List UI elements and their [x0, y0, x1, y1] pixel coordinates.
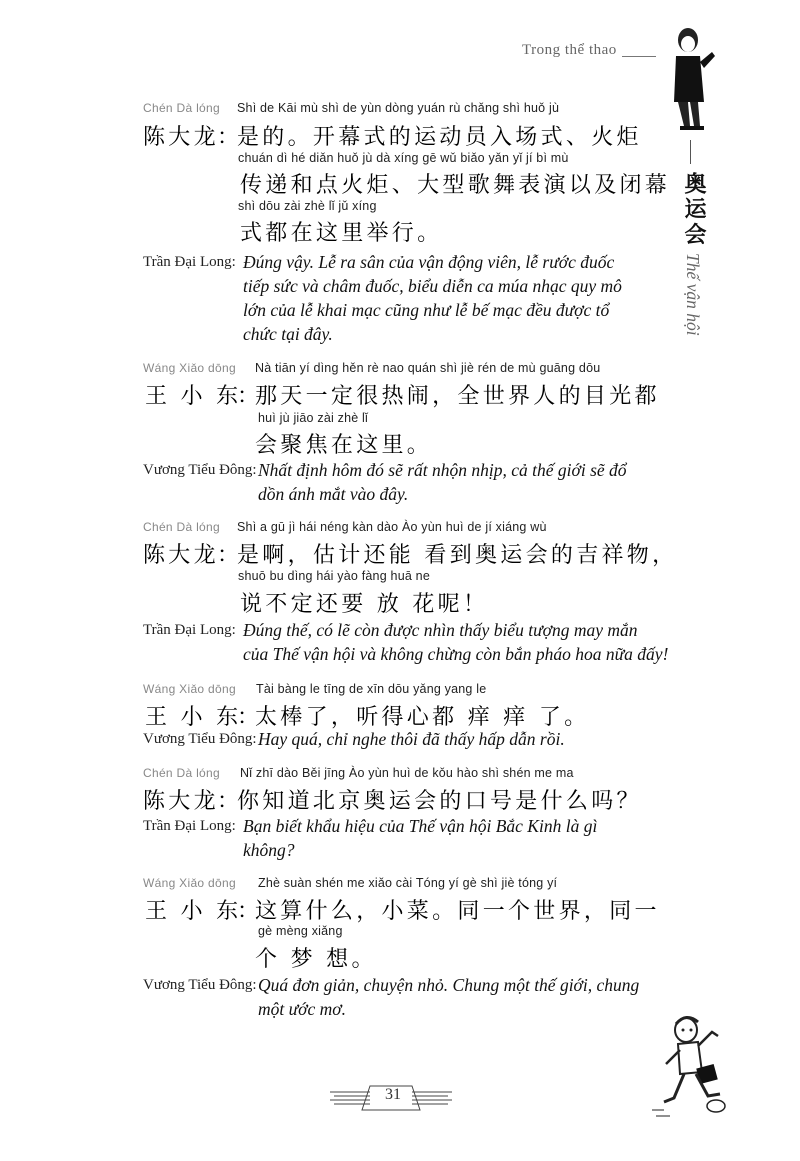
chinese-line: 式都在这里举行。: [240, 221, 443, 246]
speaker-zh: 王 小 东: [145, 899, 242, 924]
colon: ：: [237, 899, 263, 924]
speaker-vi: Vương Tiểu Đông:: [143, 731, 257, 747]
colon: ：: [237, 384, 263, 409]
colon: ：: [217, 789, 243, 814]
speaker-zh: 王 小 东: [145, 705, 242, 730]
pinyin-line: gè mèng xiǎng: [258, 924, 343, 938]
speaker-vi: Trần Đại Long:: [143, 254, 236, 270]
header-rule: [622, 56, 656, 57]
side-chapter-label: [680, 172, 704, 336]
vietnamese-line: của Thế vận hội và không chừng còn bắn pháo hoa nữa đấy!: [243, 644, 669, 664]
pinyin-line: chuán dì hé diǎn huǒ jù dà xíng gē wǔ biǎo yǎn yǐ jí bì mù: [238, 151, 569, 165]
side-rule: [690, 140, 691, 164]
vietnamese-line: lớn của lễ khai mạc cũng như lễ bế mạc đều được tổ: [243, 300, 610, 320]
vietnamese-line: Quá đơn giản, chuyện nhỏ. Chung một thế giới, chung: [258, 975, 640, 995]
chinese-line: 说不定还要 放 花呢！: [240, 592, 489, 617]
speaker-zh: 陈大龙: [143, 543, 219, 568]
pinyin-line: Zhè suàn shén me xiǎo cài Tóng yí gè shì jiè tóng yí: [258, 876, 558, 890]
pinyin-line: Tài bàng le tīng de xīn dōu yǎng yang le: [256, 682, 487, 696]
speaker-pinyin: Wáng Xiǎo dōng: [143, 361, 236, 375]
vietnamese-line: Đúng thế, có lẽ còn được nhìn thấy biểu tượng may mắn: [243, 620, 638, 640]
pinyin-line: huì jù jiāo zài zhè lǐ: [258, 411, 369, 425]
vietnamese-line: tiếp sức và châm đuốc, biểu diễn ca múa nhạc quy mô: [243, 276, 622, 296]
section-title: Trong thể thao: [522, 42, 617, 58]
colon: ：: [217, 125, 243, 150]
vietnamese-line: Bạn biết khẩu hiệu của Thế vận hội Bắc Kinh là gì: [243, 816, 598, 836]
pinyin-line: shuō bu dìng hái yào fàng huā ne: [238, 569, 430, 583]
speaker-vi: Trần Đại Long:: [143, 818, 236, 834]
chinese-line: 这算什么，小菜。同一个世界，同一: [255, 899, 660, 924]
chinese-line: 你知道北京奥运会的口号是什么吗？: [237, 789, 642, 814]
speaker-zh: 陈大龙: [143, 789, 219, 814]
pinyin-line: shì dōu zài zhè lǐ jǔ xíng: [238, 199, 377, 213]
pinyin-line: Nà tiān yí dìng hěn rè nao quán shì jiè rén de mù guāng dōu: [255, 361, 601, 375]
chinese-line: 是啊，估计还能 看到奥运会的吉祥物，: [237, 543, 678, 568]
side-chapter-vi: Thế vận hội: [683, 253, 703, 336]
speaker-pinyin: Chén Dà lóng: [143, 766, 220, 780]
speaker-vi: Vương Tiểu Đông:: [143, 977, 257, 993]
speaker-pinyin: Chén Dà lóng: [143, 101, 220, 115]
speaker-pinyin: Wáng Xiǎo dōng: [143, 682, 236, 696]
vietnamese-line: Nhất định hôm đó sẽ rất nhộn nhịp, cả thế giới sẽ đổ: [258, 460, 627, 480]
page-number: 31: [385, 1086, 401, 1103]
standing-figure-illustration: [660, 22, 720, 132]
vietnamese-line: chức tại đây.: [243, 324, 333, 344]
vietnamese-line: không?: [243, 840, 295, 860]
running-figure-illustration: [650, 1010, 730, 1120]
chinese-line: 太棒了，听得心都 痒 痒 了。: [255, 705, 590, 730]
speaker-vi: Vương Tiểu Đông:: [143, 462, 257, 478]
speaker-zh: 王 小 东: [145, 384, 242, 409]
chinese-line: 是的。开幕式的运动员入场式、火炬: [237, 125, 642, 150]
vietnamese-line: Đúng vậy. Lễ ra sân của vận động viên, lễ rước đuốc: [243, 252, 615, 272]
colon: ：: [217, 543, 243, 568]
speaker-pinyin: Wáng Xiǎo dōng: [143, 876, 236, 890]
pinyin-line: Shì de Kāi mù shì de yùn dòng yuán rù chǎng shì huǒ jù: [237, 101, 560, 115]
pinyin-line: Nǐ zhī dào Běi jīng Ào yùn huì de kǒu hào shì shén me ma: [240, 766, 574, 780]
pinyin-line: Shì a gū jì hái néng kàn dào Ào yùn huì de jí xiáng wù: [237, 520, 547, 534]
speaker-zh: 陈大龙: [143, 125, 219, 150]
speaker-pinyin: Chén Dà lóng: [143, 520, 220, 534]
chinese-line: 个 梦 想。: [255, 947, 377, 972]
colon: ：: [237, 705, 263, 730]
vietnamese-line: dồn ánh mắt vào đây.: [258, 484, 409, 504]
vietnamese-line: một ước mơ.: [258, 999, 347, 1019]
chinese-line: 传递和点火炬、大型歌舞表演以及闭幕: [240, 173, 671, 198]
side-chapter-zh: 奥运会: [681, 172, 706, 248]
vietnamese-line: Hay quá, chỉ nghe thôi đã thấy hấp dẫn rồi.: [258, 729, 565, 749]
chinese-line: 那天一定很热闹，全世界人的目光都: [255, 384, 660, 409]
speaker-vi: Trần Đại Long:: [143, 622, 236, 638]
chinese-line: 会聚焦在这里。: [255, 433, 433, 458]
